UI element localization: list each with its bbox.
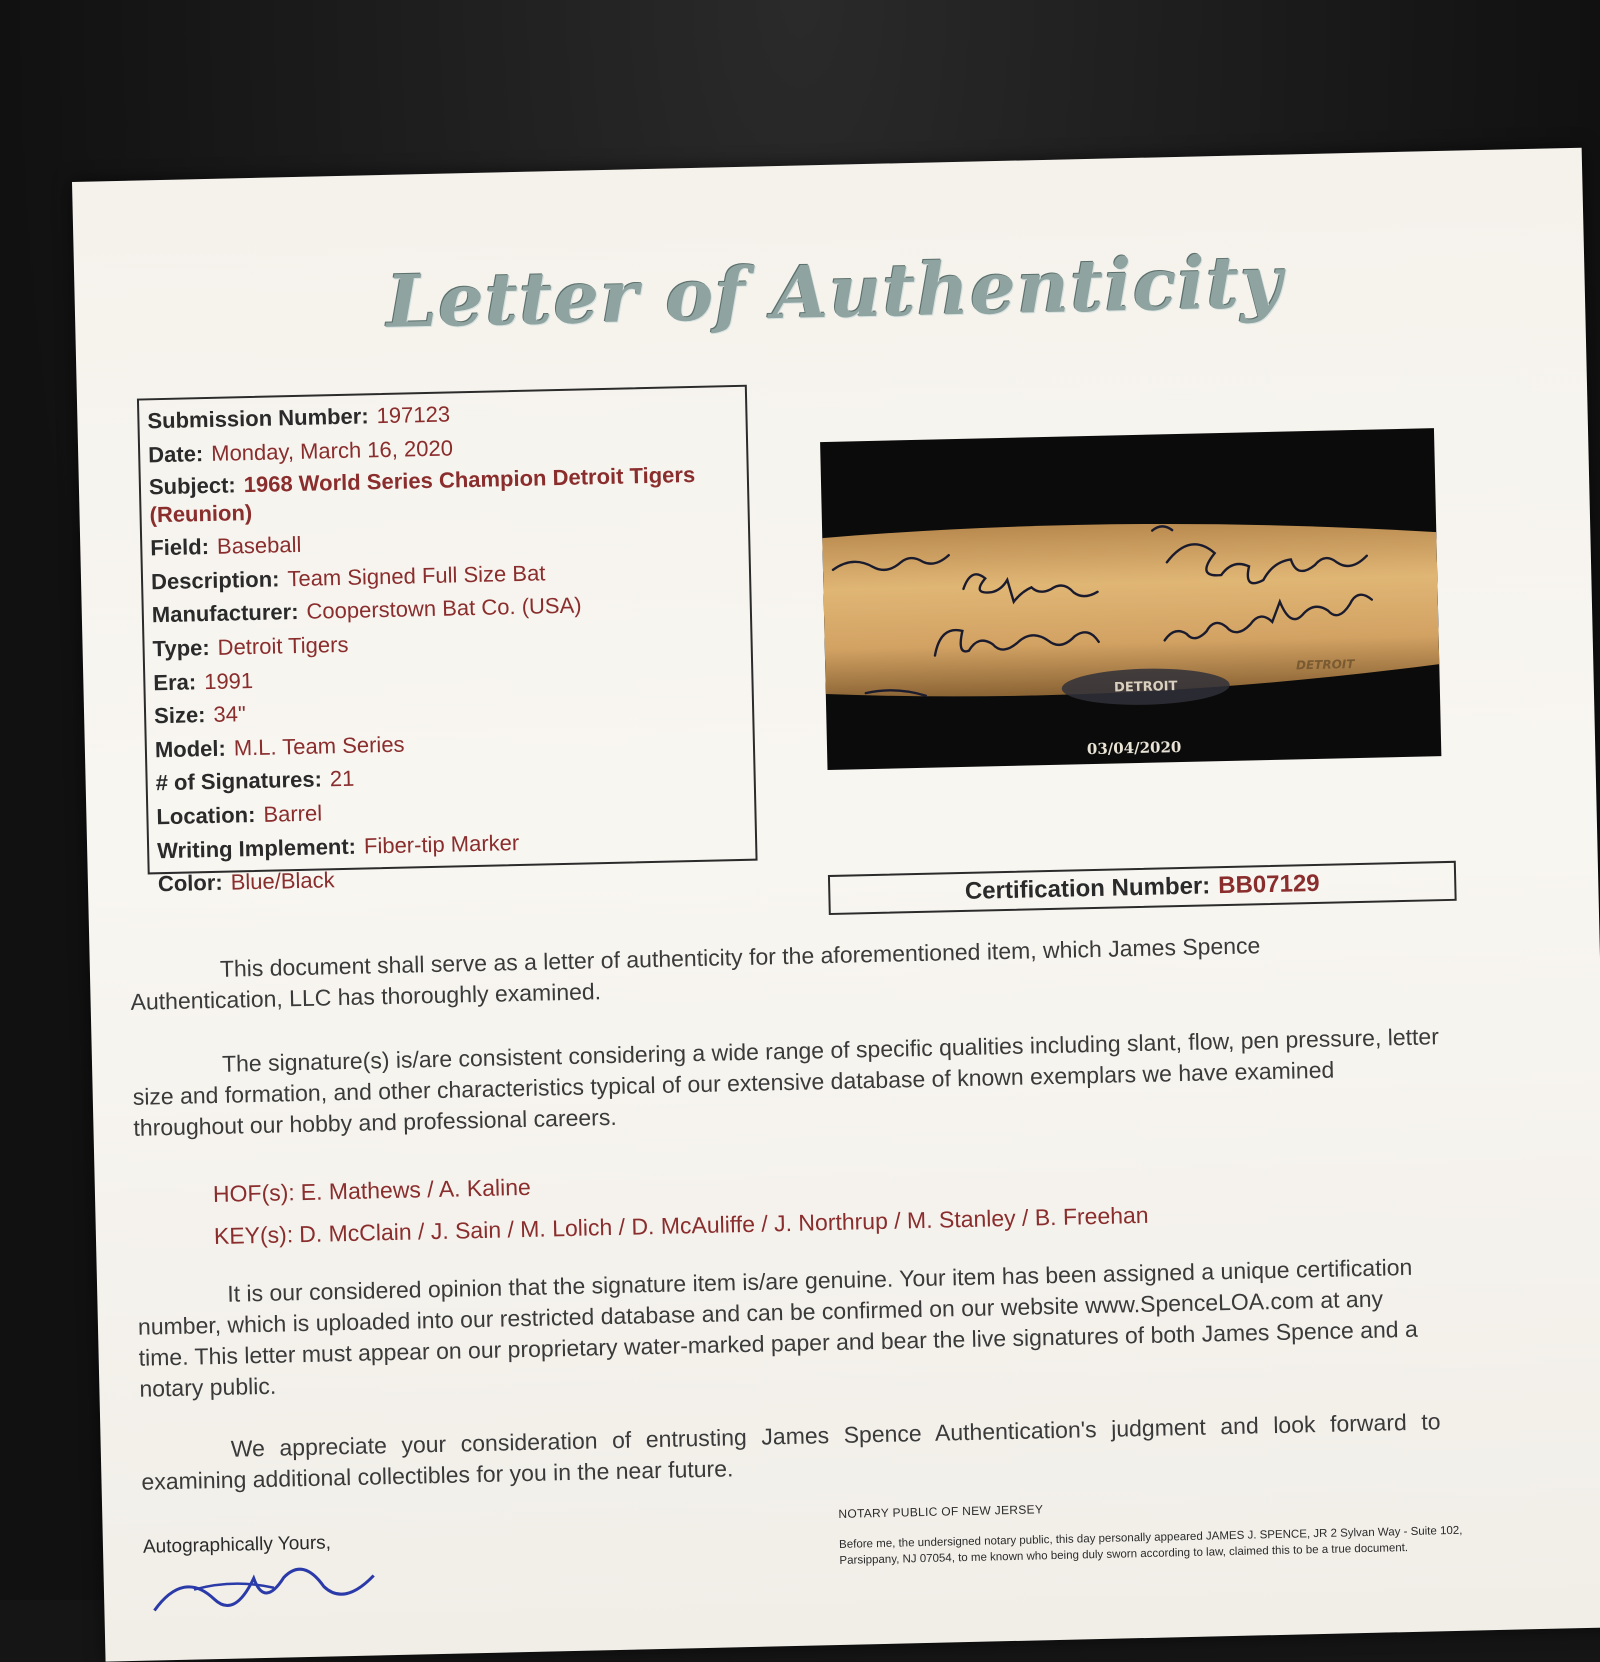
- field-model: Model: M.L. Team Series: [154, 731, 405, 763]
- item-details-box: [137, 385, 758, 897]
- field-location: Location: Barrel: [156, 800, 323, 830]
- paragraph-appreciation: We appreciate your consideration of entrusting James Spence Authentication's judgment and look forward to examining additional collectibles for you in the near future.: [141, 1408, 1441, 1495]
- field-color: Color: Blue/Black: [157, 867, 335, 897]
- certification-label: Certification Number:: [964, 872, 1211, 905]
- notary-heading: NOTARY PUBLIC OF NEW JERSEY: [838, 1502, 1044, 1521]
- bat-logo-text: DETROIT: [1113, 679, 1178, 696]
- paragraph-purpose: This document shall serve as a letter of authenticity for the aforementioned item, which James Spence Authentication, LLC has thoroughly examined.: [130, 932, 1261, 1015]
- certification-number-box: [828, 861, 1457, 915]
- bat-brand-text: DETROIT: [1295, 657, 1355, 673]
- notary-statement: Before me, the undersigned notary public, this day personally appeared JAMES J. SPENCE, JR 2 Sylvan Way - Suite 102, Parsippany, NJ 07054, to me known who being duly sworn according to law, claimed this to be a true document.: [838, 1524, 1463, 1567]
- certification-number: BB07129: [1217, 869, 1320, 900]
- photo-date-stamp: 03/04/2020: [1086, 737, 1182, 759]
- key-signatures-list: KEY(s): D. McClain / J. Sain / M. Lolich / D. McAuliffe / J. Northrup / M. Stanley / B. Freehan: [213, 1201, 1149, 1250]
- field-manufacturer: Manufacturer: Cooperstown Bat Co. (USA): [151, 592, 582, 628]
- field-submission-number: Submission Number: 197123: [147, 401, 451, 434]
- hof-list: HOF(s): E. Mathews / A. Kaline: [212, 1173, 532, 1208]
- letter-title: Letter of Authenticity: [385, 238, 1284, 344]
- field-type: Type: Detroit Tigers: [152, 631, 349, 662]
- closing-line: Autographically Yours,: [142, 1532, 332, 1558]
- bat-photo: [820, 428, 1441, 770]
- bat-illustration: [820, 428, 1441, 770]
- field-size: Size: 34": [153, 701, 247, 729]
- field-signature-count: # of Signatures: 21: [155, 766, 355, 796]
- field-era: Era: 1991: [153, 667, 254, 695]
- field-writing-implement: Writing Implement: Fiber-tip Marker: [156, 829, 520, 863]
- field-subject: Subject: 1968 World Series Champion Detroit Tigers (Reunion): [148, 462, 696, 528]
- field-field: Field: Baseball: [150, 532, 302, 561]
- paragraph-analysis: The signature(s) is/are consistent considering a wide range of specific qualities including slant, flow, pen pressure, letter size and formation, and other characteristics typical of our extensive database of known exemplars we have examined throughout our hobby and professional careers.: [132, 1023, 1440, 1141]
- letter-page: [72, 148, 1600, 1662]
- field-description: Description: Team Signed Full Size Bat: [150, 560, 546, 595]
- paragraph-opinion: It is our considered opinion that the signature item is/are genuine. Your item has been assigned a unique certification number, which is uploaded into our restricted database and can be confirmed on our website www.SpenceLOA.com at any time. This letter must appear on our proprietary water-marked paper and bear the live signatures of both James Spence and a notary public.: [137, 1253, 1418, 1402]
- field-date: Date: Monday, March 16, 2020: [147, 435, 454, 467]
- spence-signature: [133, 1545, 395, 1631]
